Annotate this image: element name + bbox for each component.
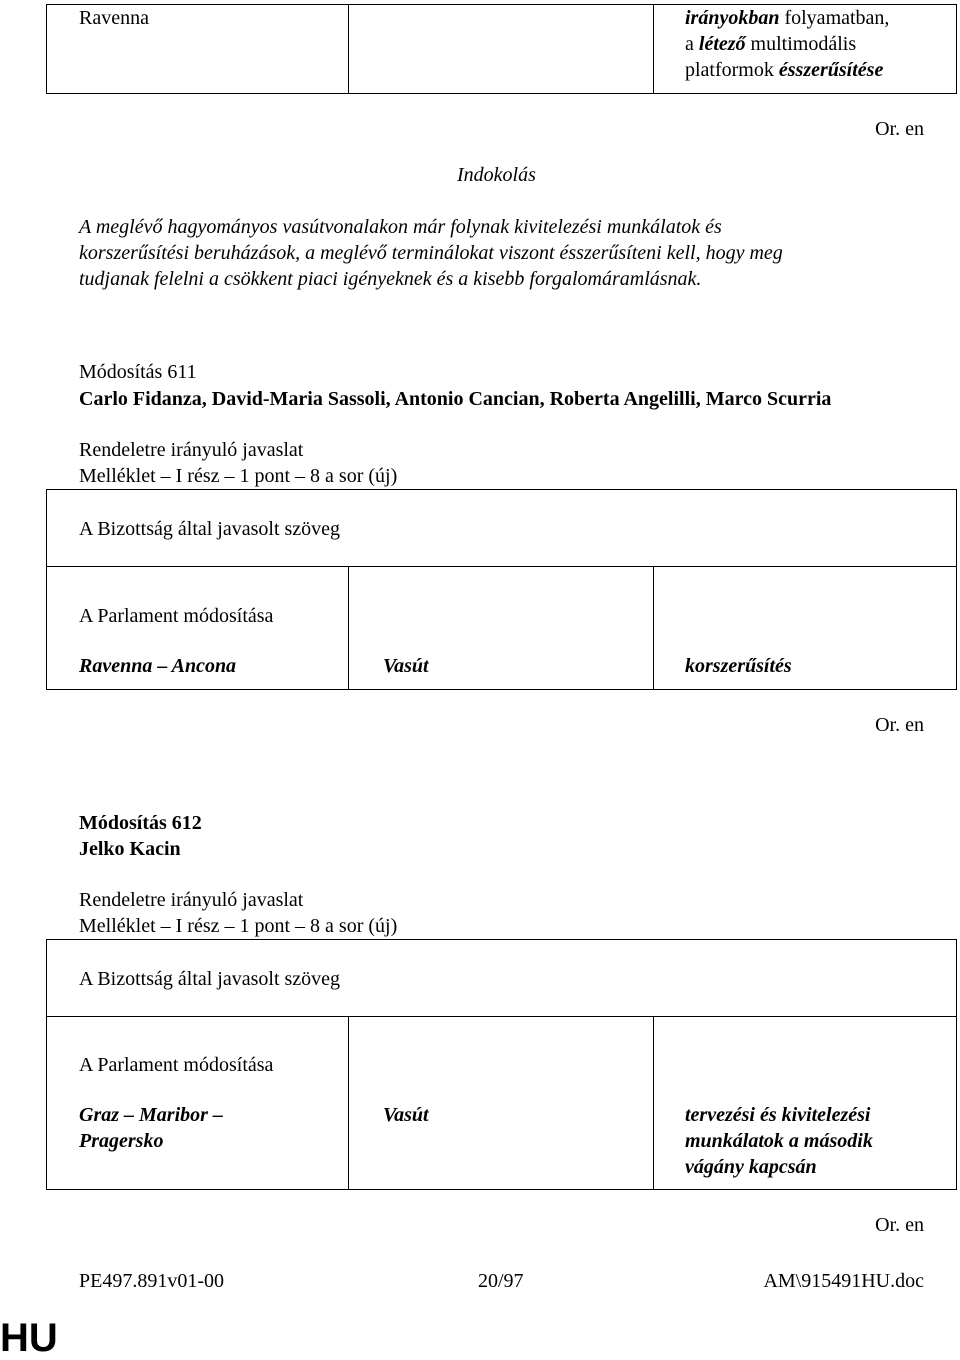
top-table-col3 [685,5,889,83]
amendment-612-table-divider-2 [653,1016,654,1190]
footer-page-number: 20/97 [478,1270,524,1292]
row-col1-line-1: Graz – Maribor – [79,1104,223,1126]
col3-line1-rest: folyamatban, [779,7,890,29]
amendment-611-reference: Melléklet – I rész – 1 pont – 8 a sor (új) [79,465,398,487]
amendment-611-table-divider-1 [348,566,349,690]
row-col3-line-3: vágány kapcsán [685,1156,817,1178]
col3-line3-em: ésszerűsítése [778,59,884,81]
col3-line1-em: irányokban [685,7,780,29]
amendment-612-commission-text: A Bizottság által javasolt szöveg [79,968,341,990]
amendment-612-row-col1 [79,1102,223,1154]
top-table-divider-2 [653,4,654,94]
amendment-612-table-rule [46,1016,957,1017]
amendment-612-parliament-amendment: A Parlament módosítása [79,1054,274,1076]
top-table-col1: Ravenna [79,7,149,29]
amendment-612-authors: Jelko Kacin [79,838,181,860]
amendment-611-title: Módosítás 611 [79,361,197,383]
amendment-611-row-col1: Ravenna – Ancona [79,655,237,677]
justification-line-1: A meglévő hagyományos vasútvonalakon már folynak kivitelezési munkálatok és [79,216,722,238]
language-code: HU [0,1316,58,1360]
row-col1-line-2: Pragersko [79,1130,164,1152]
original-language-611: Or. en [875,714,924,736]
justification-line-2: korszerűsítési beruházások, a meglévő terminálokat viszont ésszerűsíteni kell, hogy meg [79,242,783,264]
col3-line2-em: létező [698,33,746,55]
original-language-612: Or. en [875,1214,924,1236]
justification-title: Indokolás [457,164,536,186]
original-language: Or. en [875,118,924,140]
amendment-612-proposal: Rendeletre irányuló javaslat [79,889,304,911]
row-col3-line-1: tervezési és kivitelezési [685,1104,871,1126]
col3-line2-rest: multimodális [745,33,857,55]
amendment-612-reference: Melléklet – I rész – 1 pont – 8 a sor (új) [79,915,398,937]
amendment-611-parliament-amendment: A Parlament módosítása [79,605,274,627]
amendment-612-table-divider-1 [348,1016,349,1190]
col3-line2-pre: a [685,33,699,55]
amendment-612-row-col2: Vasút [383,1104,429,1126]
amendment-611-row-col2: Vasút [383,655,429,677]
amendment-612-row-col3 [685,1102,873,1180]
footer-file-name: AM\915491HU.doc [763,1270,924,1292]
amendment-611-row-col3: korszerűsítés [685,655,792,677]
amendment-611-table-divider-2 [653,566,654,690]
amendment-612-title: Módosítás 612 [79,812,202,834]
row-col3-line-2: munkálatok a második [685,1130,873,1152]
footer-document-id: PE497.891v01-00 [79,1270,224,1292]
justification-line-3: tudjanak felelni a csökkent piaci igényeknek és a kisebb forgalomáramlásnak. [79,268,702,290]
justification-text [79,214,783,292]
col3-line3-pre: platformok [685,59,779,81]
top-table-divider-1 [348,4,349,94]
amendment-611-proposal: Rendeletre irányuló javaslat [79,439,304,461]
amendment-611-table-rule [46,566,957,567]
amendment-611-authors: Carlo Fidanza, David-Maria Sassoli, Antonio Cancian, Roberta Angelilli, Marco Scurria [79,388,832,410]
amendment-611-commission-text: A Bizottság által javasolt szöveg [79,518,341,540]
